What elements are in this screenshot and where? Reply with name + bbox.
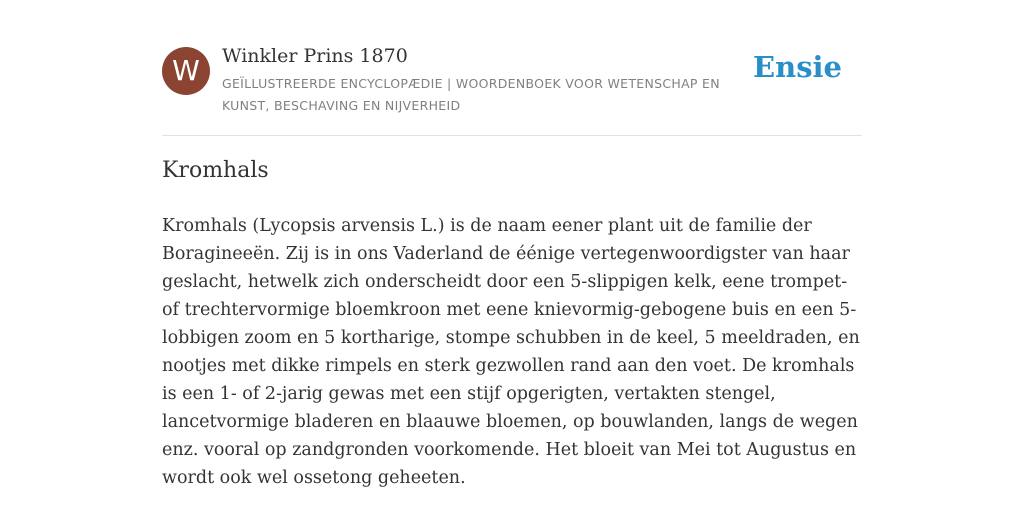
- source-title[interactable]: Winkler Prins 1870: [222, 45, 408, 67]
- entry-title: Kromhals: [162, 158, 269, 183]
- header-divider: [162, 135, 862, 136]
- ensie-logo[interactable]: Ensie: [753, 50, 842, 84]
- source-subtitle: GEÏLLUSTREERDE ENCYCLOPÆDIE | WOORDENBOEK VOOR WETENSCHAP EN KUNST, BESCHAVING EN NIJVERHEID: [222, 76, 720, 113]
- source-avatar: W: [162, 47, 210, 95]
- entry-body: Kromhals (Lycopsis arvensis L.) is de naam eener plant uit de familie der Boragineeën. Zij is in ons Vaderland de éénige vertegenwoordigster van haar geslacht, hetwelk zich onderscheidt door een 5-slippigen kelk, eene trompet- of trechtervormige bloemkroon met eene knievormig-gebogene buis en een 5-lobbigen zoom en 5 kortharige, stompe schubben in de keel, 5 meeldraden, en nootjes met dikke rimpels en sterk gezwollen rand aan den voet. De kromhals is een 1- of 2-jarig gewas met een stijf opgerigten, vertakten stengel, lancetvormige bladeren en blaauwe bloemen, op bouwlanden, langs de wegen enz. vooral op zandgronden voorkomende. Het bloeit van Mei tot Augustus en wordt ook wel ossetong geheeten.: [162, 216, 860, 488]
